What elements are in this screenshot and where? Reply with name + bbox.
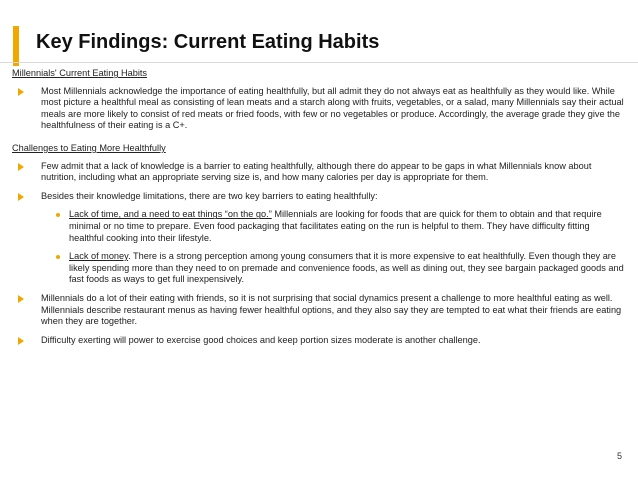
bullet-arrow-icon xyxy=(18,295,24,303)
page-title: Key Findings: Current Eating Habits xyxy=(36,31,380,53)
sub-bullet-text: . There is a strong perception among young consumers that it is more expensive to eat healthfully. Even though they are likely spending more than they need to on premade and convenience foods, as well as dining out, they see bargain packaged goods and fast foods as ways to get full inexpensively. xyxy=(69,251,624,285)
bullet-will-power xyxy=(12,335,624,347)
bullet-text: Millennials do a lot of their eating with friends, so it is not surprising that social dynamics present a challenge to more healthful eating as well. Millennials describe restaurant menus as having fewer healthful options, and they also say they are tempted to eat what their friends are eating when they are together. xyxy=(41,292,622,327)
sub-bullet-lack-of-money xyxy=(12,251,624,286)
sub-bullet-lack-of-time xyxy=(12,209,624,244)
title-accent-bar xyxy=(13,26,19,66)
page-number: 5 xyxy=(616,451,622,461)
bullet-arrow-icon xyxy=(18,163,24,171)
bullet-text: Difficulty exerting will power to exercise good choices and keep portion sizes moderate is another challenge. xyxy=(41,334,481,345)
sub-bullet-dot-icon xyxy=(56,213,60,217)
bullet-key-barriers xyxy=(12,191,624,203)
bullet-arrow-icon xyxy=(18,193,24,201)
sub-bullet-lead: Lack of time, and a need to eat things “on the go.” xyxy=(69,209,272,220)
bullet-text: Few admit that a lack of knowledge is a barrier to eating healthfully, although there do appear to be gaps in what Millennials know about nutrition, including what an appropriate serving size is, and how many calories per day is appropriate for them. xyxy=(41,160,592,183)
section-heading-challenges: Challenges to Eating More Healthfully xyxy=(12,142,166,153)
section-heading-current-habits: Millennials' Current Eating Habits xyxy=(12,68,148,78)
bullet-knowledge-gaps xyxy=(12,161,624,184)
bullet-text: Besides their knowledge limitations, there are two key barriers to eating healthfully: xyxy=(41,190,378,201)
bullet-text: Most Millennials acknowledge the importance of eating healthfully, but all admit they do not always eat as healthfully as they would like. While most picture a healthful meal as consisting of lean meats and a starch along with fruits, vegetables, or a salad, many Millennials say their actual meals are more likely to consist of red meats or fried foods, with few or no vegetables or produce. Accordingly, the average grade they give the healthfulness of their eating is a C+. xyxy=(41,85,624,131)
bullet-arrow-icon xyxy=(18,337,24,345)
sub-bullet-lead: Lack of money xyxy=(69,251,129,262)
sub-bullet-dot-icon xyxy=(56,255,60,259)
bullet-current-habits xyxy=(12,86,624,132)
bullet-social-dynamics xyxy=(12,293,624,328)
bullet-arrow-icon xyxy=(18,88,24,96)
sub-bullet-text: Millennials are looking for foods that are quick for them to obtain and that require minimal or no time to prepare. Even food packaging that facilitates eating on the run is helpful to them. They have difficulty fitting healthful cooking into their lifestyle. xyxy=(69,209,602,243)
title-divider xyxy=(0,62,638,63)
slide-body xyxy=(12,68,624,353)
